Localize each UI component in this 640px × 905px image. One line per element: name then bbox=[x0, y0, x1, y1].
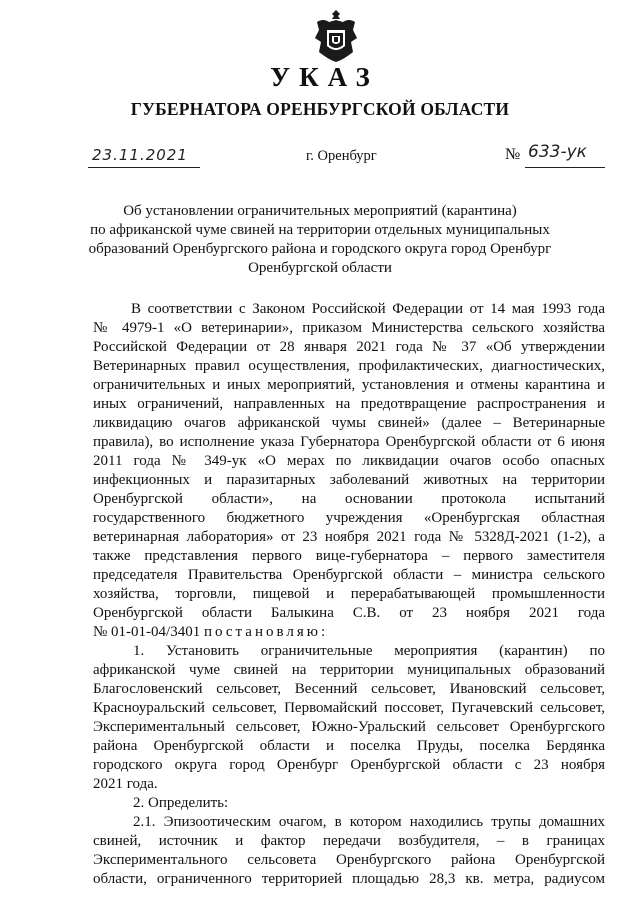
body-line: 2. Определить: bbox=[133, 795, 229, 811]
subject-line: образований Оренбургского района и городского округа город Оренбург bbox=[88, 241, 552, 257]
subject-line: Оренбургской области bbox=[248, 260, 392, 276]
body-line: Экспериментальный сельсовет, Южно-Уральский сельсовет Оренбургского bbox=[93, 719, 605, 735]
document-subtitle: ГУБЕРНАТОРА ОРЕНБУРГСКОЙ ОБЛАСТИ bbox=[130, 99, 510, 119]
body-line: председателя Правительства Оренбургской области – министра сельского bbox=[93, 567, 605, 583]
body-line: 2011 года № 349-ук «О мерах по ликвидации очагов особо опасных bbox=[93, 453, 605, 469]
body-line: Красноуральский сельсовет, Первомайский поссовет, Пугачевский сельсовет, bbox=[93, 700, 605, 716]
body-line: области, ограниченного территорией площадью 28,3 кв. метра, радиусом bbox=[93, 871, 605, 887]
body-line: ветеринарная лаборатория» от 23 ноября 2021 года № 5328Д-2021 (1-2), а bbox=[93, 529, 605, 545]
decree-word: постановляю: bbox=[203, 624, 329, 640]
date-number-row bbox=[0, 142, 640, 172]
decree-body bbox=[93, 300, 605, 889]
date-underline bbox=[88, 167, 200, 168]
body-line: В соответствии с Законом Российской Федерации от 14 мая 1993 года bbox=[131, 301, 605, 317]
number-underline bbox=[525, 167, 605, 168]
body-line: также представления первого вице-губернатора – первого заместителя bbox=[93, 548, 605, 564]
body-line: района Оренбургской области и поселка Пруды, поселка Бердянка bbox=[93, 738, 605, 754]
body-line: № 01-01-04/3401 bbox=[93, 624, 201, 640]
body-line: Оренбургской области Балыкина С.В. от 23 ноября 2021 года bbox=[93, 605, 605, 621]
decree-date: 23.11.2021 bbox=[92, 146, 188, 164]
body-line: ограничительных и иных мероприятий, установления и отмены карантина и bbox=[93, 377, 605, 393]
body-line: Оренбургской области», на основании протокола испытаний bbox=[93, 491, 605, 507]
decree-subject bbox=[80, 202, 560, 278]
body-line: 2.1. Эпизоотическим очагом, в котором находились трупы домашних bbox=[133, 814, 605, 830]
body-line: Ветеринарных правил осуществления, профилактических, диагностических, bbox=[93, 358, 605, 374]
body-line: № 4979-1 «О ветеринарии», приказом Министерства сельского хозяйства bbox=[93, 320, 605, 336]
body-line: городского округа город Оренбург Оренбургской области с 23 ноября bbox=[93, 757, 605, 773]
body-line: инфекционных и паразитарных заболеваний животных на территории bbox=[93, 472, 605, 488]
body-line-decree bbox=[93, 623, 605, 642]
body-line: Экспериментального сельсовета Оренбургского района Оренбургской bbox=[93, 852, 605, 868]
body-line: Благословенский сельсовет, Весенний сельсовет, Ивановский сельсовет, bbox=[93, 681, 605, 697]
body-line: хозяйства, торговли, пищевой и перерабатывающей промышленности bbox=[93, 586, 605, 602]
body-line: правила), во исполнение указа Губернатора Оренбургской области от 6 июня bbox=[93, 434, 605, 450]
decree-number-label: № bbox=[505, 146, 521, 163]
body-line: ликвидацию очагов африканской чумы свиней» (далее – Ветеринарные bbox=[93, 415, 605, 431]
body-line: иных ограничений, направленных на предотвращение распространения и bbox=[93, 396, 605, 412]
body-line: 2021 года. bbox=[93, 776, 158, 792]
coat-of-arms-icon bbox=[313, 8, 359, 64]
subject-line: по африканской чуме свиней на территории отдельных муниципальных bbox=[90, 222, 550, 238]
body-line: 1. Установить ограничительные мероприятия (карантин) по bbox=[133, 643, 605, 659]
body-line: государственного бюджетного учреждения «Оренбургская областная bbox=[93, 510, 605, 526]
decree-city: г. Оренбург bbox=[306, 148, 377, 164]
body-line: Российской Федерации от 28 января 2021 года № 37 «Об утверждении bbox=[93, 339, 605, 355]
body-line: африканской чуме свиней на территории муниципальных образований bbox=[93, 662, 605, 678]
decree-number: 633-ук bbox=[528, 142, 587, 162]
document-title: УКАЗ bbox=[270, 62, 379, 92]
subject-line: Об установлении ограничительных мероприятий (карантина) bbox=[123, 203, 517, 219]
body-line: свиней, источник и фактор передачи возбудителя, – в границах bbox=[93, 833, 605, 849]
